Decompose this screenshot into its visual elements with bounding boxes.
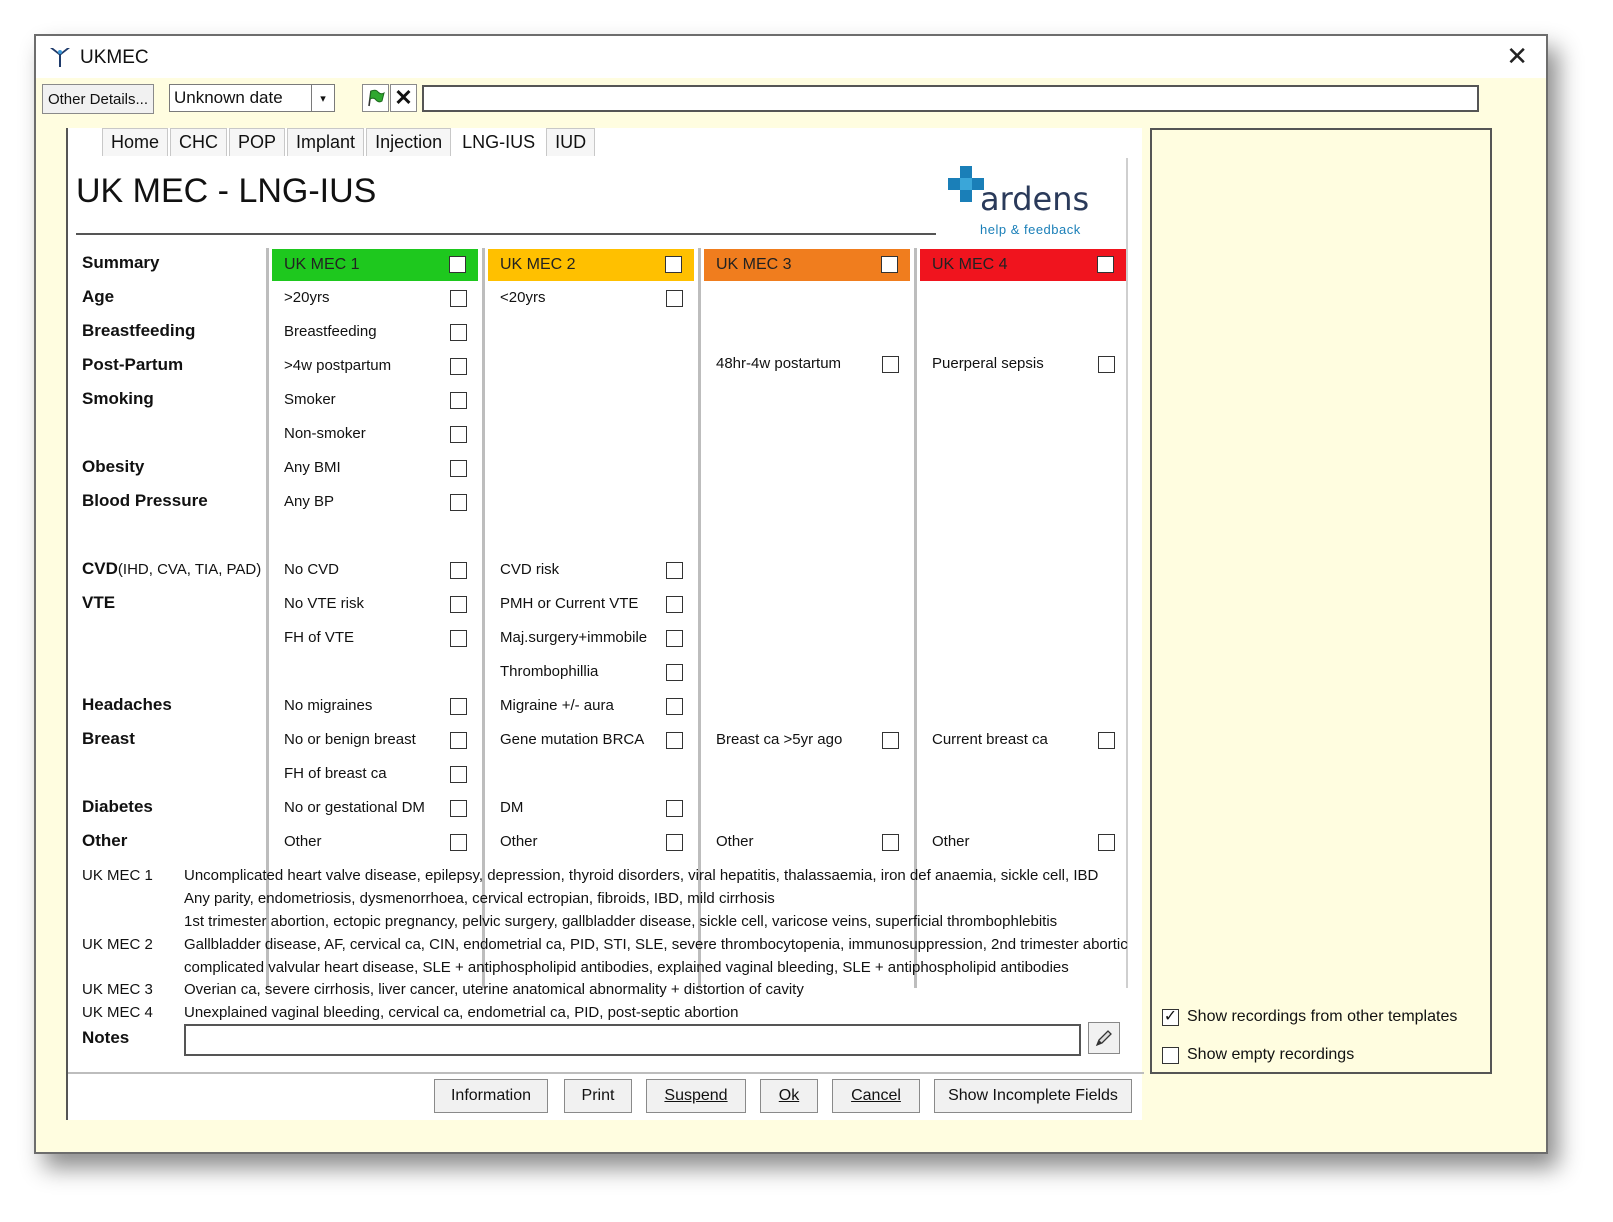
mec1-diabetes-checkbox[interactable]	[450, 800, 467, 817]
show-recordings-option[interactable]	[1162, 1008, 1457, 1026]
row-label-summary: Summary	[82, 253, 160, 272]
mec2-other-label: Other	[500, 833, 538, 850]
mec2-breast-label: Gene mutation BRCA	[500, 731, 645, 748]
logo-wordmark: ardens	[980, 180, 1090, 218]
mec2-summary-checkbox[interactable]	[665, 256, 682, 273]
tab-pop[interactable]: POP	[229, 128, 285, 156]
notes-mec4-text: Unexplained vaginal bleeding, cervical ca, endometrial ca, PID, post-septic abortion	[184, 1004, 739, 1021]
mec1-bp-label: Any BP	[284, 493, 335, 510]
mec1-bp-checkbox[interactable]	[450, 494, 467, 511]
mec1-header-label: UK MEC 1	[284, 256, 360, 273]
mec1-breastfeeding-checkbox[interactable]	[450, 324, 467, 341]
title-divider	[76, 233, 936, 235]
other-details-button[interactable]: Other Details...	[42, 84, 154, 114]
ukmec-window	[34, 34, 1548, 1154]
show-empty-option[interactable]	[1162, 1046, 1354, 1064]
tab-implant[interactable]: Implant	[287, 128, 364, 156]
title-bar	[36, 36, 1546, 78]
row-label-cvd-detail: (IHD, CVA, TIA, PAD)	[117, 561, 262, 578]
mec1-breastfeeding-label: Breastfeeding	[284, 323, 377, 340]
chevron-down-icon[interactable]: ▾	[311, 85, 334, 111]
tab-injection[interactable]: Injection	[366, 128, 451, 156]
row-label-cvd-text: CVD	[82, 559, 118, 578]
mec2-header	[488, 249, 694, 281]
mec4-postpartum-label: Puerperal sepsis	[932, 355, 1044, 372]
free-text-field[interactable]	[422, 85, 1479, 112]
mec1-obesity-label: Any BMI	[284, 459, 341, 476]
mec1-breast1-label: No or benign breast	[284, 731, 416, 748]
mec2-vte3-label: Thrombophillia	[500, 663, 599, 680]
row-label-blood-pressure: Blood Pressure	[82, 491, 208, 510]
flag-icon[interactable]	[362, 84, 389, 112]
mec1-vte1-label: No VTE risk	[284, 595, 365, 612]
notes-mec1-text-2: Any parity, endometriosis, dysmenorrhoea, cervical ectropian, fibroids, IBD, mild cirrhosis	[184, 890, 775, 907]
main-panel	[66, 128, 1142, 1120]
mec3-header	[704, 249, 910, 281]
mec1-vte1-checkbox[interactable]	[450, 596, 467, 613]
tab-lng-ius[interactable]: LNG-IUS	[453, 128, 544, 156]
row-label-other: Other	[82, 831, 128, 850]
footer-divider	[68, 1072, 1144, 1074]
date-value: Unknown date	[174, 88, 283, 107]
help-feedback-link[interactable]: help & feedback	[980, 222, 1081, 237]
show-empty-label: Show empty recordings	[1187, 1046, 1355, 1063]
mec4-summary-checkbox[interactable]	[1097, 256, 1114, 273]
notes-mec3-text: Overian ca, severe cirrhosis, liver cancer, uterine anatomical abnormality + distortion of cavity	[184, 981, 804, 998]
notes-mec2-text: Gallbladder disease, AF, cervical ca, CIN, endometrial ca, PID, STI, SLE, severe thrombocytopenia, immunosuppression, 2nd trimester abortic	[184, 936, 1128, 953]
mec1-cvd-checkbox[interactable]	[450, 562, 467, 579]
mec2-vte1-checkbox[interactable]	[666, 596, 683, 613]
notes-mec1-label: UK MEC 1	[82, 867, 153, 884]
mec2-diabetes-checkbox[interactable]	[666, 800, 683, 817]
tab-iud[interactable]: IUD	[546, 128, 595, 156]
tab-home[interactable]: Home	[102, 128, 168, 156]
mec2-vte2-label: Maj.surgery+immobile	[500, 629, 648, 646]
row-label-age: Age	[82, 287, 115, 306]
row-label-breastfeeding: Breastfeeding	[82, 321, 196, 340]
mec2-header-label: UK MEC 2	[500, 256, 576, 273]
ardens-logo[interactable]	[946, 164, 1096, 236]
mec1-headaches-label: No migraines	[284, 697, 373, 714]
row-label-headaches: Headaches	[82, 695, 172, 714]
mec1-postpartum-checkbox[interactable]	[450, 358, 467, 375]
close-icon[interactable]: ✕	[1506, 41, 1528, 71]
notes-mec3-label: UK MEC 3	[82, 981, 153, 998]
mec1-breast2-label: FH of breast ca	[284, 765, 387, 782]
mec2-other-checkbox[interactable]	[666, 834, 683, 851]
mec3-breast-checkbox[interactable]	[882, 732, 899, 749]
mec2-vte2-checkbox[interactable]	[666, 630, 683, 647]
notes-mec2-label: UK MEC 2	[82, 936, 153, 953]
mec1-obesity-checkbox[interactable]	[450, 460, 467, 477]
notes-mec1-text-3: 1st trimester abortion, ectopic pregnancy, pelvic surgery, gallbladder disease, sickle cell, varicose veins, superficial thrombophlebitis	[184, 913, 1058, 930]
tab-bar	[102, 128, 597, 158]
mec1-breast2-checkbox[interactable]	[450, 766, 467, 783]
row-label-cvd	[82, 559, 261, 579]
cancel-button[interactable]: Cancel	[832, 1079, 920, 1113]
mec1-summary-checkbox[interactable]	[449, 256, 466, 273]
mec1-vte2-checkbox[interactable]	[450, 630, 467, 647]
mec4-postpartum-checkbox[interactable]	[1098, 356, 1115, 373]
notes-mec1-text: Uncomplicated heart valve disease, epilepsy, depression, thyroid disorders, viral hepatitis, thalassaemia, iron def anaemia, sickle cell, IBD	[184, 867, 1099, 884]
row-label-diabetes: Diabetes	[82, 797, 153, 816]
row-label-obesity: Obesity	[82, 457, 145, 476]
mec3-postpartum-label: 48hr-4w postartum	[716, 355, 842, 372]
mec1-other-label: Other	[284, 833, 322, 850]
mec4-breast-checkbox[interactable]	[1098, 732, 1115, 749]
mec1-header	[272, 249, 478, 281]
mec1-smoker-label: Smoker	[284, 391, 336, 408]
page-title: UK MEC - LNG-IUS	[76, 172, 377, 210]
mec4-header-label: UK MEC 4	[932, 256, 1008, 273]
mec1-vte2-label: FH of VTE	[284, 629, 355, 646]
mec1-smoker-checkbox[interactable]	[450, 392, 467, 409]
mec2-breast-checkbox[interactable]	[666, 732, 683, 749]
mec2-headaches-label: Migraine +/- aura	[500, 697, 614, 714]
mec2-vte3-checkbox[interactable]	[666, 664, 683, 681]
mec2-diabetes-label: DM	[500, 799, 524, 816]
window-title: UKMEC	[80, 47, 149, 68]
row-label-smoking: Smoking	[82, 389, 154, 408]
mec2-cvd-checkbox[interactable]	[666, 562, 683, 579]
app-logo-icon	[48, 45, 72, 69]
show-incomplete-fields-button[interactable]: Show Incomplete Fields	[934, 1079, 1132, 1113]
mec1-headaches-checkbox[interactable]	[450, 698, 467, 715]
notes-mec4-label: UK MEC 4	[82, 1004, 153, 1021]
suspend-button[interactable]: Suspend	[646, 1079, 746, 1113]
mec1-nonsmoker-checkbox[interactable]	[450, 426, 467, 443]
mec1-breast1-checkbox[interactable]	[450, 732, 467, 749]
mec1-age-label: >20yrs	[284, 289, 330, 306]
mec4-header	[920, 249, 1126, 281]
mec1-other-checkbox[interactable]	[450, 834, 467, 851]
mec2-age-label: <20yrs	[500, 289, 546, 306]
mec1-nonsmoker-label: Non-smoker	[284, 425, 366, 442]
notes-label: Notes	[82, 1028, 130, 1047]
information-button[interactable]: Information	[434, 1079, 548, 1113]
mec3-other-label: Other	[716, 833, 754, 850]
mec3-other-checkbox[interactable]	[882, 834, 899, 851]
row-label-vte: VTE	[82, 593, 116, 612]
tab-chc[interactable]: CHC	[170, 128, 227, 156]
notes-input[interactable]	[184, 1024, 1081, 1056]
mec1-age-checkbox[interactable]	[450, 290, 467, 307]
mec2-cvd-label: CVD risk	[500, 561, 560, 578]
mec3-summary-checkbox[interactable]	[881, 256, 898, 273]
notes-mec2-text-2: complicated valvular heart disease, SLE + antiphospholipid antibodies, explained vaginal bleeding, SLE + antiphospholipid antibodies	[184, 959, 1069, 976]
row-label-postpartum: Post-Partum	[82, 355, 184, 374]
row-label-breast: Breast	[82, 729, 135, 748]
recordings-panel	[1150, 128, 1492, 1074]
print-button[interactable]: Print	[564, 1079, 632, 1113]
pencil-icon[interactable]	[1088, 1022, 1120, 1054]
show-recordings-checkbox[interactable]: ✓	[1163, 1008, 1178, 1025]
content-border	[1126, 158, 1128, 988]
mec3-breast-label: Breast ca >5yr ago	[716, 731, 843, 748]
mec1-postpartum-label: >4w postpartum	[284, 357, 392, 374]
mec1-diabetes-label: No or gestational DM	[284, 799, 425, 816]
mec4-other-checkbox[interactable]	[1098, 834, 1115, 851]
mec2-headaches-checkbox[interactable]	[666, 698, 683, 715]
mec1-cvd-label: No CVD	[284, 561, 340, 578]
mec3-postpartum-checkbox[interactable]	[882, 356, 899, 373]
ok-button[interactable]: Ok	[760, 1079, 818, 1113]
mec4-breast-label: Current breast ca	[932, 731, 1048, 748]
clear-icon[interactable]: ✕	[390, 84, 417, 112]
show-recordings-label: Show recordings from other templates	[1187, 1008, 1458, 1025]
mec3-header-label: UK MEC 3	[716, 256, 792, 273]
mec2-age-checkbox[interactable]	[666, 290, 683, 307]
mec2-vte1-label: PMH or Current VTE	[500, 595, 639, 612]
show-empty-checkbox[interactable]	[1162, 1047, 1179, 1064]
mec4-other-label: Other	[932, 833, 970, 850]
date-dropdown[interactable]	[169, 84, 335, 112]
